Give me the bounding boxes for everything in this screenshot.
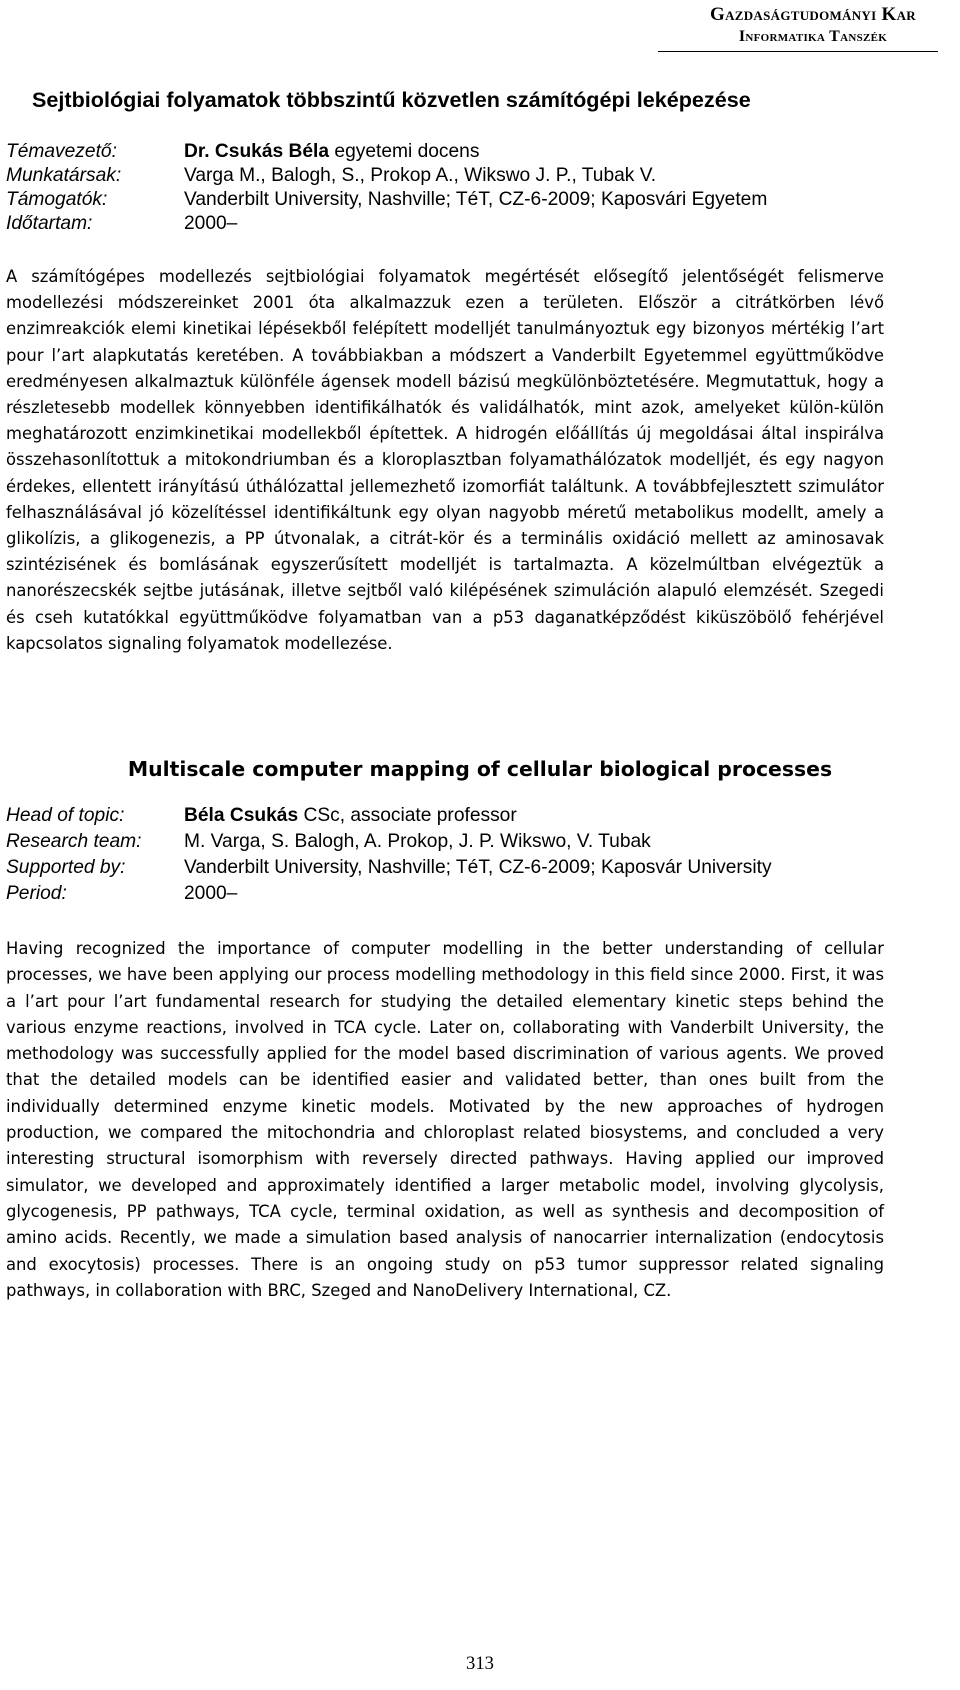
hungarian-project-info xyxy=(6,140,767,236)
hu-head-role: egyetemi docens xyxy=(329,141,480,162)
hu-team-value: Varga M., Balogh, S., Prokop A., Wikswo J. P., Tubak V. xyxy=(184,165,657,186)
hu-period-row xyxy=(6,212,767,236)
hu-support-value: Vanderbilt University, Nashville; TéT, CZ-6-2009; Kaposvári Egyetem xyxy=(184,189,768,210)
en-team-row xyxy=(6,829,772,855)
en-head-name: Béla Csukás xyxy=(184,805,299,826)
hu-period-label: Időtartam: xyxy=(6,213,93,234)
page-number: 313 xyxy=(466,1653,494,1674)
en-support-label: Supported by: xyxy=(6,857,126,878)
en-head-role: CSc, associate professor xyxy=(298,805,517,826)
hu-head-row xyxy=(6,140,767,164)
english-title: Multiscale computer mapping of cellular biological processes xyxy=(127,757,833,781)
en-team-label: Research team: xyxy=(6,831,142,852)
hu-head-name: Dr. Csukás Béla xyxy=(184,141,330,162)
hu-support-row xyxy=(6,188,767,212)
english-project-info xyxy=(6,803,772,907)
faculty-name: Gazdaságtudományi Kar xyxy=(709,4,916,25)
en-head-label: Head of topic: xyxy=(6,805,125,826)
department-name: Informatika Tanszék xyxy=(738,28,888,45)
english-abstract: Having recognized the importance of computer modelling in the better understanding of cellular processes, we have been applying our process modelling methodology in this field since 2000. First, it was a l’art pour l’art fundamental research for studying the detailed elementary kinetic steps behind the various enzyme reactions, involved in TCA cycle. Later on, collaborating with Vanderbilt University, the methodology was successfully applied for the model based discrimination of various agents. We proved that the detailed models can be identified easier and validated better, than ones built from the individually determined enzyme kinetic models. Motivated by the new approaches of hydrogen production, we compared the mitochondria and chloroplast related biosystems, and concluded a very interesting structural isomorphism with reversely directed pathways. Having applied our improved simulator, we developed and approximately identified a larger metabolic model, involving glycolysis, glycogenesis, PP pathways, TCA cycle, terminal oxidation, as well as synthesis and decomposition of amino acids. Recently, we made a simulation based analysis of nanocarrier internalization (endocytosis and exocytosis) processes. There is an ongoing study on p53 tumor suppressor related signaling pathways, in collaboration with BRC, Szeged and NanoDelivery International, CZ. xyxy=(6,939,884,1300)
hu-head-value xyxy=(184,140,479,164)
hungarian-title: Sejtbiológiai folyamatok többszintű közvetlen számítógépi leképezése xyxy=(32,87,751,112)
en-support-value: Vanderbilt University, Nashville; TéT, CZ-6-2009; Kaposvár University xyxy=(184,857,772,878)
hu-team-label: Munkatársak: xyxy=(6,165,122,186)
hungarian-abstract: A számítógépes modellezés sejtbiológiai folyamatok megértését elősegítő jelentőségét felismerve modellezési módszereinket 2001 óta alkalmazzuk ezen a területen. Először a citrátkörben lévő enzimreakciók elemi kinetikai lépésekből felépített modelljét tanulmányoztuk egy bizonyos mértékig l’art pour l’art alapkutatás keretében. A továbbiakban a módszert a Vanderbilt Egyetemmel együttműködve eredményesen alkalmaztuk különféle ágensek modell bázisú megkülönböztetésére. Megmutattuk, hogy a részletesebb modellek könnyebben identifikálhatók és validálhatók, mint azok, amelyeket külön-külön meghatározott enzimkinetikai modellekből építettek. A hidrogén előállítás új megoldásai által inspirálva összehasonlítottuk a mitokondriumban és a kloroplasztban folyamathálózatok modelljét, és egy nagyon érdekes, ellentett irányítású úthálózattal jellemezhető izomorfiát találtunk. A továbbfejlesztett szimulátor felhasználásával jó közelítéssel identifikáltunk egy olyan nagyobb méretű metabolikus modellt, amely a glikolízis, a glikogenezis, a PP útvonalak, a citrát-kör és a terminális oxidáció mellett az aminosavak szintézisének és bomlásának egyszerűsített modelljét is tartalmazta. A közelmúltban elvégeztük a nanorészecskék sejtbe jutásának, illetve sejtből való kilépésének szimuláción alapuló elemzését. Szegedi és cseh kutatókkal együttműködve folyamatban van a p53 daganatképződést kiküszöbölő fehérjével kapcsolatos signaling folyamatok modellezése. xyxy=(6,267,884,653)
en-period-value: 2000– xyxy=(184,883,238,904)
faculty-header xyxy=(658,4,938,52)
hu-support-label: Támogatók: xyxy=(6,189,108,210)
en-team-value: M. Varga, S. Balogh, A. Prokop, J. P. Wikswo, V. Tubak xyxy=(184,831,651,852)
en-period-row xyxy=(6,881,772,907)
hu-period-value: 2000– xyxy=(184,213,238,234)
en-head-row xyxy=(6,803,772,829)
en-support-row xyxy=(6,855,772,881)
hu-head-label: Témavezető: xyxy=(6,141,117,162)
en-head-value xyxy=(184,803,517,829)
hu-team-row xyxy=(6,164,767,188)
en-period-label: Period: xyxy=(6,883,67,904)
